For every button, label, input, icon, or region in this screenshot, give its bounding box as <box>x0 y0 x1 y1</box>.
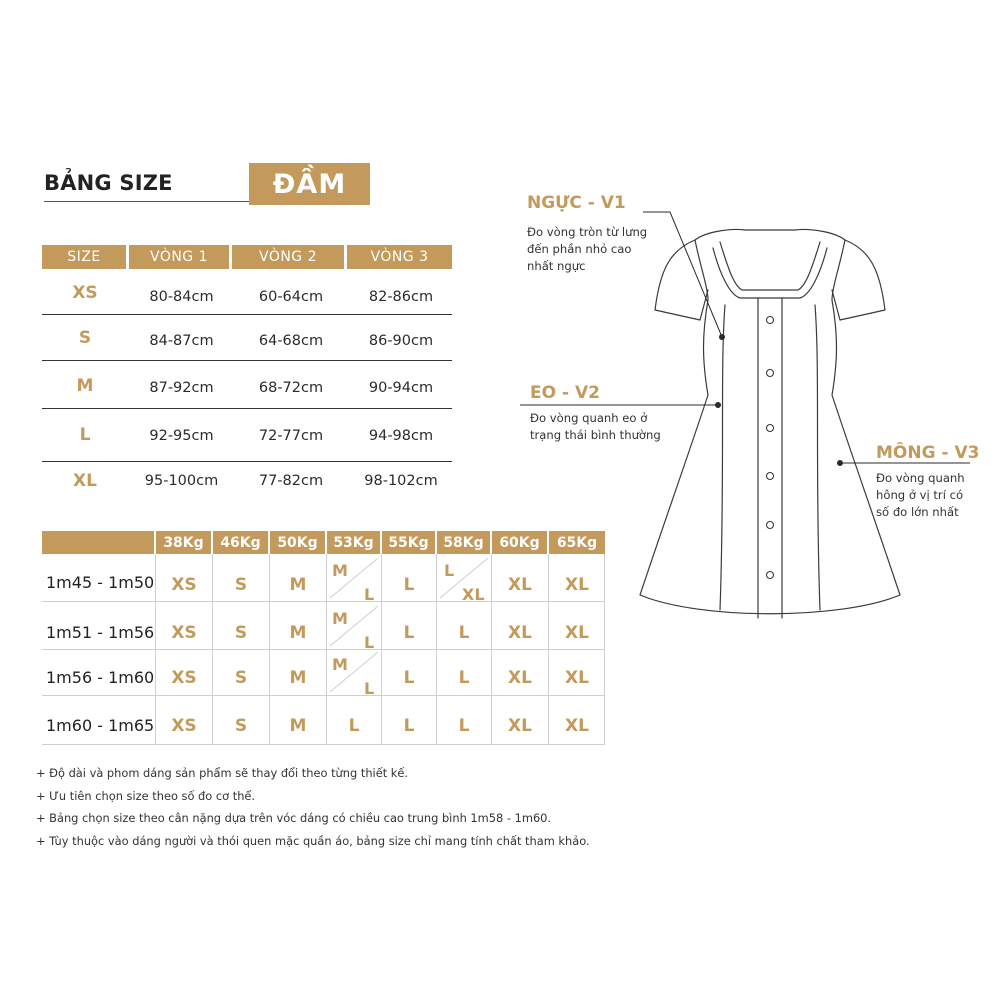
header-weight: 50Kg <box>270 531 325 554</box>
size-cell: XS <box>171 668 197 688</box>
vong2-value: 72-77cm <box>258 428 324 444</box>
size-label: XL <box>73 471 97 491</box>
size-cell: XL <box>508 716 532 736</box>
vong3-value: 90-94cm <box>368 380 434 396</box>
note-item: + Độ dài và phom dáng sản phẩm sẽ thay đổi theo từng thiết kế. <box>36 766 409 780</box>
vong3-value: 82-86cm <box>368 289 434 305</box>
header-weight: 55Kg <box>382 531 435 554</box>
annotation-line: trạng thái bình thường <box>530 428 661 442</box>
size-cell: S <box>234 575 248 595</box>
size-cell: L <box>403 716 415 736</box>
size-cell: L <box>403 623 415 643</box>
vong2-value: 68-72cm <box>258 380 324 396</box>
row-divider <box>42 360 452 361</box>
size-cell-lower: L <box>364 679 375 698</box>
header-weight: 60Kg <box>492 531 547 554</box>
size-cell: M <box>289 623 307 643</box>
size-chart-title <box>44 163 368 205</box>
notes-list <box>36 762 676 852</box>
size-cell: M <box>289 716 307 736</box>
vong3-value: 86-90cm <box>368 333 434 349</box>
size-cell: L <box>458 623 470 643</box>
size-cell: XS <box>171 623 197 643</box>
header-vong3: VÒNG 3 <box>347 245 452 269</box>
measurement-table-header <box>42 245 452 269</box>
vong1-value: 84-87cm <box>149 333 214 349</box>
header-blank <box>42 531 154 554</box>
vong3-value: 98-102cm <box>364 473 438 489</box>
size-cell: S <box>234 668 248 688</box>
row-divider <box>42 408 452 409</box>
size-cell: XL <box>565 668 589 688</box>
note-item: + Ưu tiên chọn size theo số đo cơ thể. <box>36 788 256 803</box>
height-label: 1m45 - 1m50 <box>46 573 155 592</box>
vong1-value: 80-84cm <box>149 289 214 305</box>
size-cell: M <box>289 575 307 595</box>
size-cell: XS <box>171 575 197 595</box>
annotation-line: Đo vòng tròn từ lưng <box>527 225 648 239</box>
vong1-value: 87-92cm <box>149 380 214 396</box>
annotation-line: nhất ngực <box>527 259 586 273</box>
title-badge: ĐẦM <box>249 163 370 205</box>
header-vong1: VÒNG 1 <box>129 245 229 269</box>
size-label: XS <box>72 283 98 303</box>
vong2-value: 64-68cm <box>258 333 324 349</box>
size-cell: L <box>403 668 415 688</box>
size-cell-upper: M <box>332 609 348 628</box>
size-cell-upper: L <box>444 561 455 580</box>
size-cell: XL <box>565 623 589 643</box>
height-label: 1m56 - 1m60 <box>46 668 155 687</box>
size-cell: XL <box>565 716 589 736</box>
note-item: + Tùy thuộc vào dáng người và thói quen mặc quần áo, bảng size chỉ mang tính chất tham khảo. <box>36 833 590 848</box>
annotation-line: Đo vòng quanh <box>876 471 965 485</box>
header-weight: 58Kg <box>437 531 490 554</box>
size-label: S <box>78 328 92 348</box>
header-weight: 65Kg <box>549 531 605 554</box>
size-label: L <box>79 425 91 445</box>
annotation-line: đến phần nhỏ cao <box>527 242 632 256</box>
size-cell: L <box>403 575 415 595</box>
annotation-line: số đo lớn nhất <box>876 505 959 519</box>
annotation-v1-desc <box>527 224 647 275</box>
size-cell: XL <box>508 623 532 643</box>
size-cell: S <box>234 623 248 643</box>
size-cell: L <box>348 716 360 736</box>
vong1-value: 95-100cm <box>144 473 219 489</box>
height-label: 1m51 - 1m56 <box>46 623 155 642</box>
annotation-v3-title: MÔNG - V3 <box>876 443 980 463</box>
size-cell: XL <box>508 668 532 688</box>
height-label: 1m60 - 1m65 <box>46 716 155 735</box>
size-cell: M <box>289 668 307 688</box>
annotation-v2-desc <box>530 410 661 444</box>
row-divider <box>42 461 452 462</box>
size-cell: XL <box>508 575 532 595</box>
annotation-line: Đo vòng quanh eo ở <box>530 411 648 425</box>
annotation-v3-desc <box>876 470 965 521</box>
vong3-value: 94-98cm <box>368 428 434 444</box>
header-weight: 46Kg <box>213 531 268 554</box>
header-size: SIZE <box>42 245 126 269</box>
vong2-value: 60-64cm <box>258 289 324 305</box>
header-vong2: VÒNG 2 <box>232 245 344 269</box>
size-cell-upper: M <box>332 561 348 580</box>
row-divider <box>42 314 452 315</box>
note-item: + Bảng chọn size theo cân nặng dựa trên vóc dáng có chiều cao trung bình 1m58 - 1m60. <box>36 811 552 825</box>
size-cell: S <box>234 716 248 736</box>
size-cell: XL <box>565 575 589 595</box>
title-label: BẢNG SIZE <box>44 171 173 195</box>
size-cell: XS <box>171 716 197 736</box>
size-cell-lower: XL <box>462 585 485 604</box>
size-label: M <box>76 376 94 396</box>
size-cell-lower: L <box>364 633 375 652</box>
annotation-line: hông ở vị trí có <box>876 488 964 502</box>
size-cell-lower: L <box>364 585 375 604</box>
size-cell: L <box>458 668 470 688</box>
annotation-v2-title: EO - V2 <box>530 383 600 403</box>
vong2-value: 77-82cm <box>258 473 324 489</box>
size-cell: L <box>458 716 470 736</box>
size-cell-upper: M <box>332 655 348 674</box>
vong1-value: 92-95cm <box>149 428 214 444</box>
annotation-v1-title: NGỰC - V1 <box>527 193 626 213</box>
title-underline <box>44 201 252 202</box>
header-weight: 53Kg <box>327 531 380 554</box>
header-weight: 38Kg <box>156 531 211 554</box>
